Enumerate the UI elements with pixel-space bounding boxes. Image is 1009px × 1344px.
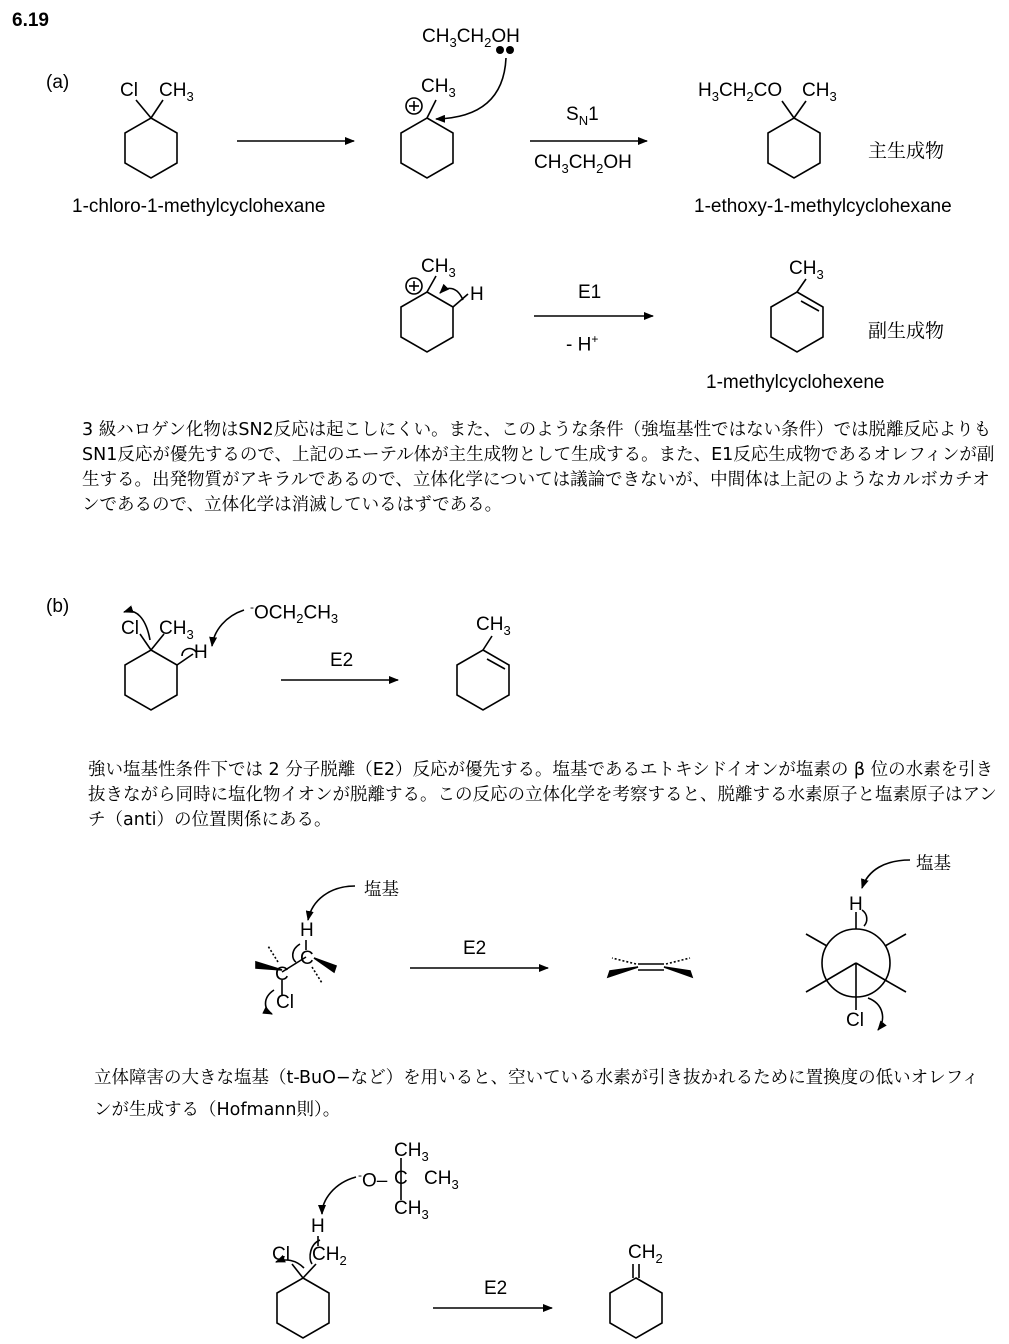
ethoxide-base: $^-OCH_2CH_3$ [250,600,339,627]
cyclohexene-ring [771,292,823,352]
part-a-label: (a) [46,72,70,93]
cyclohexane-ring [401,118,453,178]
cyclohexane-ring [277,1278,329,1338]
hofmann-cl: Cl [272,1244,290,1265]
curved-arrow [862,860,910,888]
e1-label: E1 [578,282,602,303]
hofmann-e2-label: E2 [484,1278,508,1299]
part-b-label: (b) [46,596,70,617]
wedge-bond [314,958,336,972]
tbuo-carbon: C [394,1168,408,1189]
sawhorse-e2-label: E2 [463,938,487,959]
product-ch3: $CH_3$ [802,80,837,104]
cyclohexane-ring [125,118,177,178]
hofmann-product-ch2: $CH_2$ [628,1242,663,1266]
b-reactant-ch3: $CH_3$ [159,618,194,642]
sawhorse-c2: C [300,948,314,969]
explanation-b2-text: 立体障害の大きな塩基（t-BuO−など）を用いると、空いている水素が引き抜かれるために置換度の低いオレフィンが生成する（Hofmann則）。 [94,1068,980,1120]
tbuo-oxygen: -O– [358,1168,388,1192]
b-product-ch3: $CH_3$ [476,614,511,638]
cyclohexane-ring [401,292,453,352]
cyclohexane-ring [125,650,177,710]
nucleophile: $CH_3CH_2OH$ [422,26,520,50]
newman-cl: Cl [846,1010,864,1031]
product-name: 1-ethoxy-1-methylcyclohexane [694,196,952,217]
sn1-solvent: $CH_3CH_2OH$ [534,152,632,176]
cyclohexane-ring [610,1278,662,1338]
cyclohexene-ring [457,650,509,710]
reactant-name: 1-chloro-1-methylcyclohexane [72,196,326,217]
alkene-name: 1-methylcyclohexene [706,372,885,393]
newman-h: H [849,894,863,915]
wedge-bond [664,967,692,977]
e1-minus-h: - H+ [566,332,599,356]
e1-cation-ch3: $CH_3$ [421,256,456,280]
sawhorse-h: H [300,920,314,941]
b-reactant-h: H [194,642,208,663]
reactant-ch3: $CH_3$ [159,80,194,104]
tbuo-ch3-bottom: $CH_3$ [394,1198,429,1222]
sn1-label: $S_N1$ [566,104,599,128]
tbuo-ch3-top: $CH_3$ [394,1140,429,1164]
wedge-bond [608,967,638,977]
curved-arrow [293,944,300,962]
curved-arrow [266,990,275,1014]
alkene-ch3: $CH_3$ [789,258,824,282]
explanation-b2 [94,1062,994,1126]
newman-base: 塩基 [916,854,951,874]
hofmann-h: H [311,1216,325,1237]
curved-arrow [308,886,355,920]
e1-h: H [470,284,484,305]
explanation-a: 3 級ハロゲン化物はSN2反応は起こしにくい。また、このような条件（強塩基性ではない条件）では脱離反応よりもSN1反応が優先するので、上記のエーテル体が主生成物として生成する。また、E1反応生成物であるオレフィンが副生する。出発物質がアキラルであるので、立体化学については議論できないが、中間体は上記のようなカルボカチオンであるので、立体化学は消滅しているはずである。 [82,420,995,515]
product-ethoxy: $H_3CH_2CO$ [698,80,783,104]
major-product-tag: 主生成物 [868,140,945,162]
sawhorse-c1: C [275,964,289,985]
curved-arrow [868,998,883,1030]
sawhorse-base: 塩基 [364,880,399,900]
b-e2-label: E2 [330,650,354,671]
curved-arrow [212,610,244,646]
b-reactant-cl: Cl [121,618,139,639]
cyclohexane-ring [768,118,820,178]
sawhorse-cl: Cl [276,992,294,1013]
tbuo-ch3-right: $CH_3$ [424,1168,459,1192]
minor-product-tag: 副生成物 [868,320,945,342]
explanation-b1: 強い塩基性条件下では 2 分子脱離（E2）反応が優先する。塩基であるエトキシドイオンが塩素の β 位の水素を引き抜きながら同時に塩化物イオンが脱離する。この反応の立体化学を考察すると、脱離する水素原子と塩素原子はアンチ（anti）の位置関係にある。 [88,760,997,830]
problem-number: 6.19 [12,10,49,31]
reactant-cl: Cl [120,80,138,101]
cation-ch3: $CH_3$ [421,76,456,100]
hofmann-ch2: $CH_2$ [312,1244,347,1268]
curved-arrow [440,288,463,300]
curved-arrow [322,1177,356,1214]
